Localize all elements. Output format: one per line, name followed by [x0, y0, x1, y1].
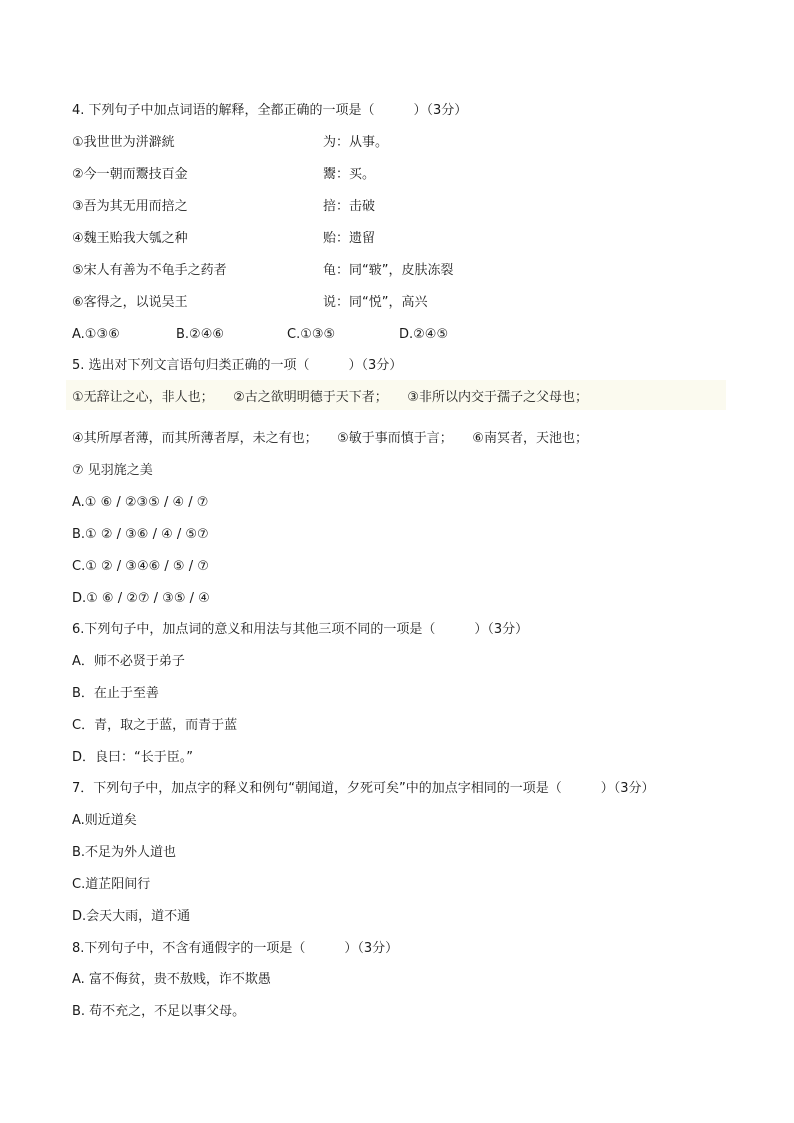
q4-item-gloss-1: 为：从事。 — [323, 135, 389, 150]
q4-item-gloss-6: 说：同“悦”，高兴 — [323, 295, 428, 310]
q4-item-gloss-4: 贻：遗留 — [323, 231, 376, 246]
q4-item-sentence-4: ④魏王贻我大瓠之种 — [72, 231, 188, 246]
q4-item-gloss-2: 鬻：买。 — [323, 167, 376, 182]
q5-option-b: B.① ② / ③⑥ / ④ / ⑤⑦ — [72, 527, 209, 542]
q4-item-sentence-1: ①我世世为洴澼絖 — [72, 135, 175, 150]
q4-option-a: A.①③⑥ — [72, 327, 120, 342]
q4-item-sentence-3: ③吾为其无用而掊之 — [72, 199, 188, 214]
q5-statements-line-2: ④其所厚者薄，而其所薄者厚，未之有也； ⑤敏于事而慎于言； ⑥南冥者，天池也； — [72, 431, 588, 446]
q4-item-sentence-2: ②今一朝而鬻技百金 — [72, 167, 188, 182]
q6-option-d: D．良曰：“长于臣。” — [72, 750, 193, 765]
q4-title: 4. 下列句子中加点词语的解释，全都正确的一项是（ ）（3分） — [72, 103, 468, 118]
q5-statements-line-3: ⑦ 见羽旄之美 — [72, 463, 153, 478]
q4-item-gloss-3: 掊：击破 — [323, 199, 376, 214]
q5-statements-line-1: ①无辞让之心，非人也； ②古之欲明明德于天下者； ③非所以内交于孺子之父母也； — [72, 390, 588, 405]
q7-option-a: A.则近道矣 — [72, 813, 137, 828]
q4-item-sentence-5: ⑤宋人有善为不龟手之药者 — [72, 263, 227, 278]
q5-option-c: C.① ② / ③④⑥ / ⑤ / ⑦ — [72, 559, 209, 574]
q6-option-c: C．青，取之于蓝，而青于蓝 — [72, 718, 238, 733]
q8-title: 8.下列句子中，不含有通假字的一项是（ ）（3分） — [72, 941, 399, 956]
q8-option-b: B. 苟不充之，不足以事父母。 — [72, 1004, 246, 1019]
q4-option-b: B.②④⑥ — [176, 327, 225, 342]
q7-title: 7．下列句子中，加点字的释义和例句“朝闻道，夕死可矣”中的加点字相同的一项是（ ）（3分） — [72, 781, 655, 796]
q4-option-c: C.①③⑤ — [287, 327, 336, 342]
q8-option-a: A. 富不侮贫，贵不敖贱，诈不欺愚 — [72, 972, 271, 987]
q7-option-c: C.道芷阳间行 — [72, 877, 151, 892]
q4-option-d: D.②④⑤ — [399, 327, 449, 342]
q5-option-d: D.① ⑥ / ②⑦ / ③⑤ / ④ — [72, 591, 210, 606]
q6-option-a: A．师不必贤于弟子 — [72, 654, 185, 669]
q4-item-sentence-6: ⑥客得之，以说吴王 — [72, 295, 188, 310]
q5-title: 5. 选出对下列文言语句归类正确的一项（ ）（3分） — [72, 358, 403, 373]
q6-title: 6.下列句子中，加点词的意义和用法与其他三项不同的一项是（ ）（3分） — [72, 622, 529, 637]
q5-option-a: A.① ⑥ / ②③⑤ / ④ / ⑦ — [72, 495, 209, 510]
q6-option-b: B．在止于至善 — [72, 686, 159, 701]
q7-option-b: B.不足为外人道也 — [72, 845, 177, 860]
q4-item-gloss-5: 龟：同“皲”，皮肤冻裂 — [323, 263, 454, 278]
q7-option-d: D.会天大雨，道不通 — [72, 909, 191, 924]
